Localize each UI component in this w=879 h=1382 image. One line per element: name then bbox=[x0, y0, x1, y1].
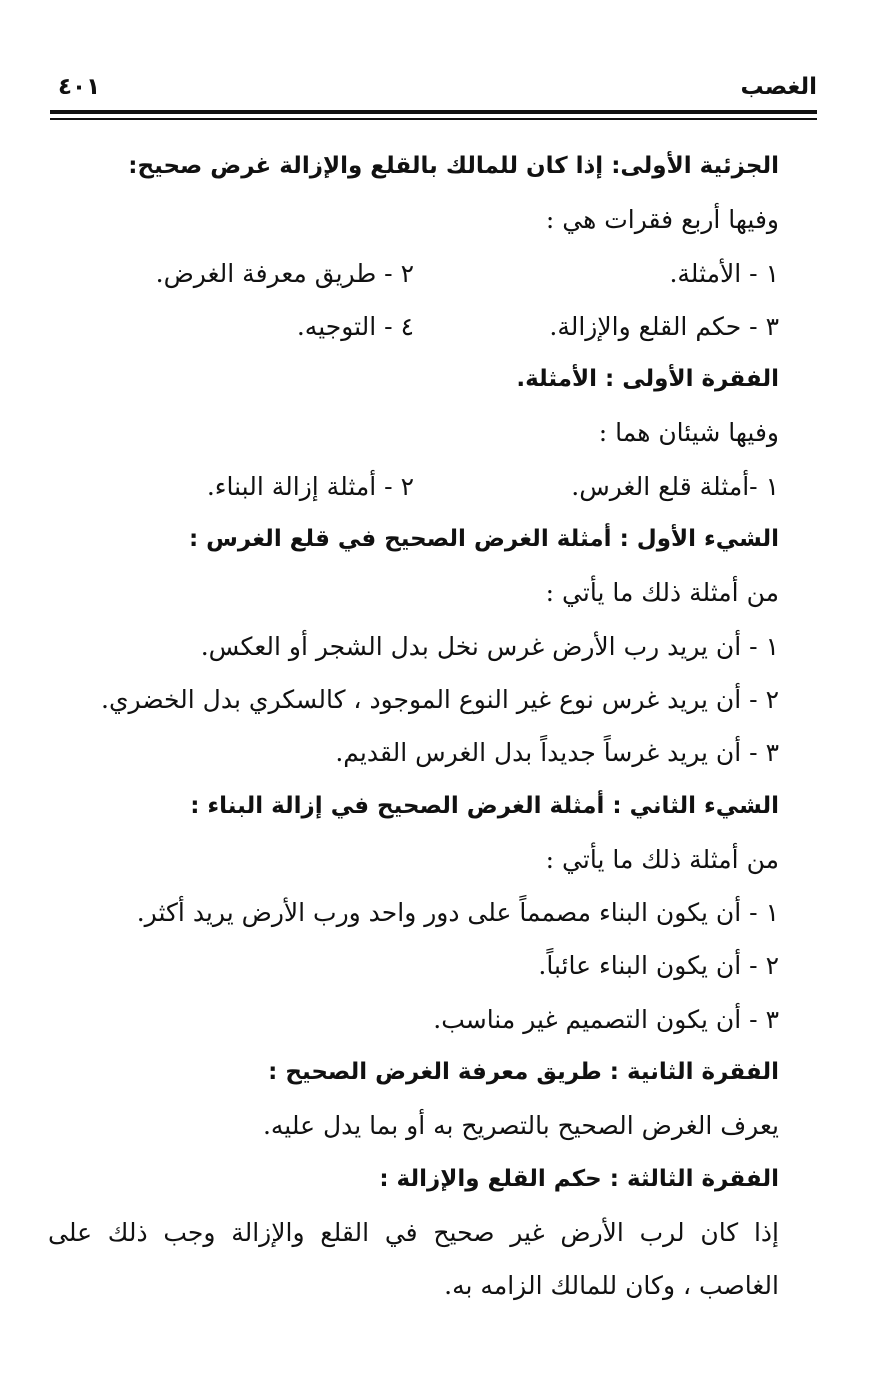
list-item: ٢ - طريق معرفة الغرض. bbox=[155, 258, 414, 288]
subsection-heading: الشيء الثاني : أمثلة الغرض الصحيح في إزالة البناء : bbox=[190, 792, 779, 819]
section-heading: الجزئية الأولى: إذا كان للمالك بالقلع والإزالة غرض صحيح: bbox=[128, 153, 779, 179]
chapter-title: الغصب bbox=[740, 74, 817, 100]
page-number: ٤٠١ bbox=[58, 74, 101, 100]
list-item: ٢ - أمثلة إزالة البناء. bbox=[206, 471, 414, 501]
paragraph: وفيها شيئان هما : bbox=[598, 418, 779, 448]
header-rule-thin bbox=[50, 118, 817, 120]
list-item: ٢ - أن يريد غرس نوع غير النوع الموجود ، كالسكري بدل الخضري. bbox=[101, 684, 779, 714]
page-header bbox=[50, 70, 817, 110]
list-item: ٣ - أن يريد غرساً جديداً بدل الغرس القديم. bbox=[335, 738, 779, 768]
paragraph: إذا كان لرب الأرض غير صحيح في القلع والإزالة وجب ذلك على bbox=[48, 1217, 779, 1247]
subsection-heading: الفقرة الأولى : الأمثلة. bbox=[516, 366, 779, 393]
subsection-heading: الفقرة الثانية : طريق معرفة الغرض الصحيح : bbox=[268, 1059, 779, 1086]
body-text bbox=[50, 140, 779, 1313]
list-row bbox=[50, 300, 779, 353]
paragraph: من أمثلة ذلك ما يأتي : bbox=[545, 578, 779, 608]
paragraph: يعرف الغرض الصحيح بالتصريح به أو بما يدل عليه. bbox=[262, 1111, 779, 1141]
list-item: ٣ - حكم القلع والإزالة. bbox=[549, 311, 779, 341]
list-row bbox=[50, 460, 779, 513]
list-item: ١ -أمثلة قلع الغرس. bbox=[571, 471, 779, 501]
list-item: ١ - أن يكون البناء مصمماً على دور واحد ورب الأرض يريد أكثر. bbox=[136, 898, 779, 928]
subsection-heading: الفقرة الثالثة : حكم القلع والإزالة : bbox=[379, 1165, 779, 1192]
list-item: ٣ - أن يكون التصميم غير مناسب. bbox=[433, 1004, 779, 1034]
paragraph: الغاصب ، وكان للمالك الزامه به. bbox=[444, 1271, 779, 1301]
subsection-heading: الشيء الأول : أمثلة الغرض الصحيح في قلع الغرس : bbox=[188, 526, 779, 553]
list-item: ٢ - أن يكون البناء عائباً. bbox=[538, 951, 779, 981]
list-item: ١ - الأمثلة. bbox=[669, 258, 779, 288]
list-row bbox=[50, 247, 779, 300]
list-item: ١ - أن يريد رب الأرض غرس نخل بدل الشجر أو العكس. bbox=[200, 631, 779, 661]
paragraph: من أمثلة ذلك ما يأتي : bbox=[545, 844, 779, 874]
paragraph: وفيها أربع فقرات هي : bbox=[545, 205, 779, 235]
list-item: ٤ - التوجيه. bbox=[296, 311, 414, 341]
header-rule-thick bbox=[50, 110, 817, 114]
